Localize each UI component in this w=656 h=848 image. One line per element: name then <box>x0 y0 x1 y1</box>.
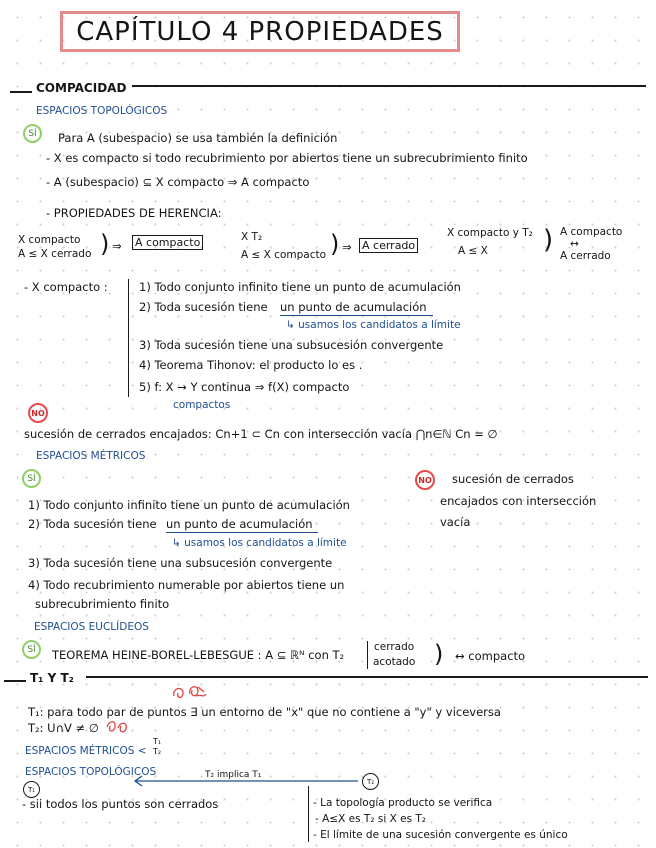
subspace-note: Para A (subespacio) se usa también la definición <box>58 131 338 145</box>
herencia3-result-top: A compacto <box>560 226 623 238</box>
herencia2-cond1: X T₂ <box>241 231 263 243</box>
metricos-no-note-3: vacía <box>440 515 471 529</box>
herencia3-bracket: ) <box>543 225 554 255</box>
topologicos-heading: ESPACIOS TOPOLÓGICOS <box>36 105 168 117</box>
subspace-rule: - A (subespacio) ⊆ X compacto ⇒ A compacto <box>46 175 310 189</box>
metricos-t-line: ESPACIOS MÉTRICOS < <box>25 745 147 757</box>
topo-list-item-1: 1) Todo conjunto infinito tiene un punto de acumulación <box>139 280 461 294</box>
t2-badge: T₂ <box>362 773 379 790</box>
herencia2-bracket: ) <box>330 230 340 258</box>
implication-arrow <box>130 775 362 787</box>
topo-item2-note: ↳ usamos los candidatos a límite <box>286 319 461 331</box>
topo-list-item-3: 3) Toda sucesión tiene una subsucesión convergente <box>139 338 444 352</box>
t1-definition: T₁: para todo par de puntos ∃ un entorno de "x" que no contiene a "y" y viceversa <box>28 705 501 719</box>
t2-definition: T₂: U∩V ≠ ∅ <box>28 721 99 735</box>
compact-definition: - X es compacto si todo recubrimiento por abiertos tiene un subrecubrimiento finito <box>46 151 528 165</box>
euclideos-bracket: ) <box>434 640 444 668</box>
t1-badge: T₁ <box>23 781 40 798</box>
metricos-item2-underline <box>166 532 318 533</box>
euclideos-cond-top: cerrado <box>374 641 415 653</box>
herencia2-cond2: A ≤ X compacto <box>241 249 327 261</box>
list-bar <box>128 279 129 397</box>
metricos-list-item-5: subrecubrimiento finito <box>35 597 170 611</box>
t1t2-rule <box>86 676 648 678</box>
herencia2-result: A cerrado <box>359 238 418 253</box>
topologicos-t-line: ESPACIOS TOPOLÓGICOS <box>25 766 157 778</box>
topo-item2-underlined: un punto de acumulación <box>280 300 427 314</box>
topo-list-item-2: 2) Toda sucesión tiene <box>139 300 268 314</box>
t1-note: - sii todos los puntos son cerrados <box>22 797 219 811</box>
metricos-no-note-2: encajados con intersección <box>440 494 597 508</box>
metricos-no-note-1: sucesión de cerrados <box>452 472 574 486</box>
metricos-list-item-2: 2) Toda sucesión tiene <box>28 517 157 531</box>
euclideos-yes-badge: SÍ <box>22 640 41 659</box>
metricos-item2-note: ↳ usamos los candidatos a límite <box>172 537 347 549</box>
metricos-no-badge: NO <box>415 470 435 490</box>
topo-item5-note: compactos <box>173 399 231 411</box>
t1t2-rule-left <box>4 680 26 682</box>
metricos-t2: T₂ <box>153 747 162 756</box>
euclideos-bar <box>367 641 368 669</box>
t2-note-1: - La topología producto se verifica <box>313 797 493 809</box>
implica-label: T₂ implica T₁ <box>205 770 262 780</box>
page-title-text: CAPÍTULO 4 PROPIEDADES <box>76 16 444 47</box>
herencia-label: - PROPIEDADES DE HERENCIA: <box>46 206 222 220</box>
topo-list-item-5: 5) f: X → Y continua ⇒ f(X) compacto <box>139 380 350 394</box>
herencia1-bracket: ) <box>100 230 110 258</box>
t2-note-3: - El límite de una sucesión convergente es único <box>313 829 568 841</box>
herencia1-cond2: A ≤ X cerrado <box>18 248 92 260</box>
red-doodle-icon <box>170 682 230 704</box>
heine-borel-theorem: TEOREMA HEINE-BOREL-LEBESGUE : A ⊆ ℝᴺ con T₂ <box>52 648 345 662</box>
herencia3-cond1: X compacto y T₂ <box>447 227 533 239</box>
red-scribble-icon <box>104 718 134 736</box>
page-title <box>60 11 460 52</box>
metricos-heading: ESPACIOS MÉTRICOS <box>36 450 146 462</box>
euclideos-cond-bottom: acotado <box>373 656 416 668</box>
compacidad-rule-left <box>10 91 32 93</box>
no-badge: NO <box>28 403 48 423</box>
x-compacto-label: - X compacto : <box>24 280 108 294</box>
herencia1-result: A compacto <box>132 235 203 250</box>
topo-list-item-4: 4) Teorema Tihonov: el producto lo es . <box>139 358 363 372</box>
herencia3-equiv: ↔ <box>570 238 579 250</box>
t2-note-2: - A≤X es T₂ si X es T₂ <box>315 813 427 825</box>
euclideos-heading: ESPACIOS EUCLÍDEOS <box>34 621 149 633</box>
metricos-list-item-3: 3) Toda sucesión tiene una subsucesión convergente <box>28 556 333 570</box>
herencia3-cond2: A ≤ X <box>458 245 488 257</box>
metricos-t1: T₁ <box>153 737 162 746</box>
herencia1-cond1: X compacto <box>18 234 81 246</box>
herencia2-arrow: ⇒ <box>342 240 352 254</box>
herencia3-result-bottom: A cerrado <box>560 250 611 262</box>
yes-badge: SÍ <box>23 124 42 143</box>
metricos-yes-badge: SÍ <box>22 469 41 488</box>
herencia1-arrow: ⇒ <box>112 239 122 253</box>
encajados-line: sucesión de cerrados encajados: Cn+1 ⊂ Cn con intersección vacía ⋂n∈ℕ Cn = ∅ <box>24 427 498 441</box>
topo-item2-underline <box>280 315 433 316</box>
t2-notes-bar <box>308 786 309 842</box>
euclideos-result: ↔ compacto <box>455 649 526 663</box>
t1t2-heading: T₁ Y T₂ <box>30 671 74 685</box>
metricos-list-item-4: 4) Todo recubrimiento numerable por abiertos tiene un <box>28 578 345 592</box>
metricos-item2-underlined: un punto de acumulación <box>166 517 313 531</box>
metricos-list-item-1: 1) Todo conjunto infinito tiene un punto de acumulación <box>28 498 350 512</box>
compacidad-heading: COMPACIDAD <box>36 81 127 95</box>
compacidad-rule <box>132 85 646 87</box>
